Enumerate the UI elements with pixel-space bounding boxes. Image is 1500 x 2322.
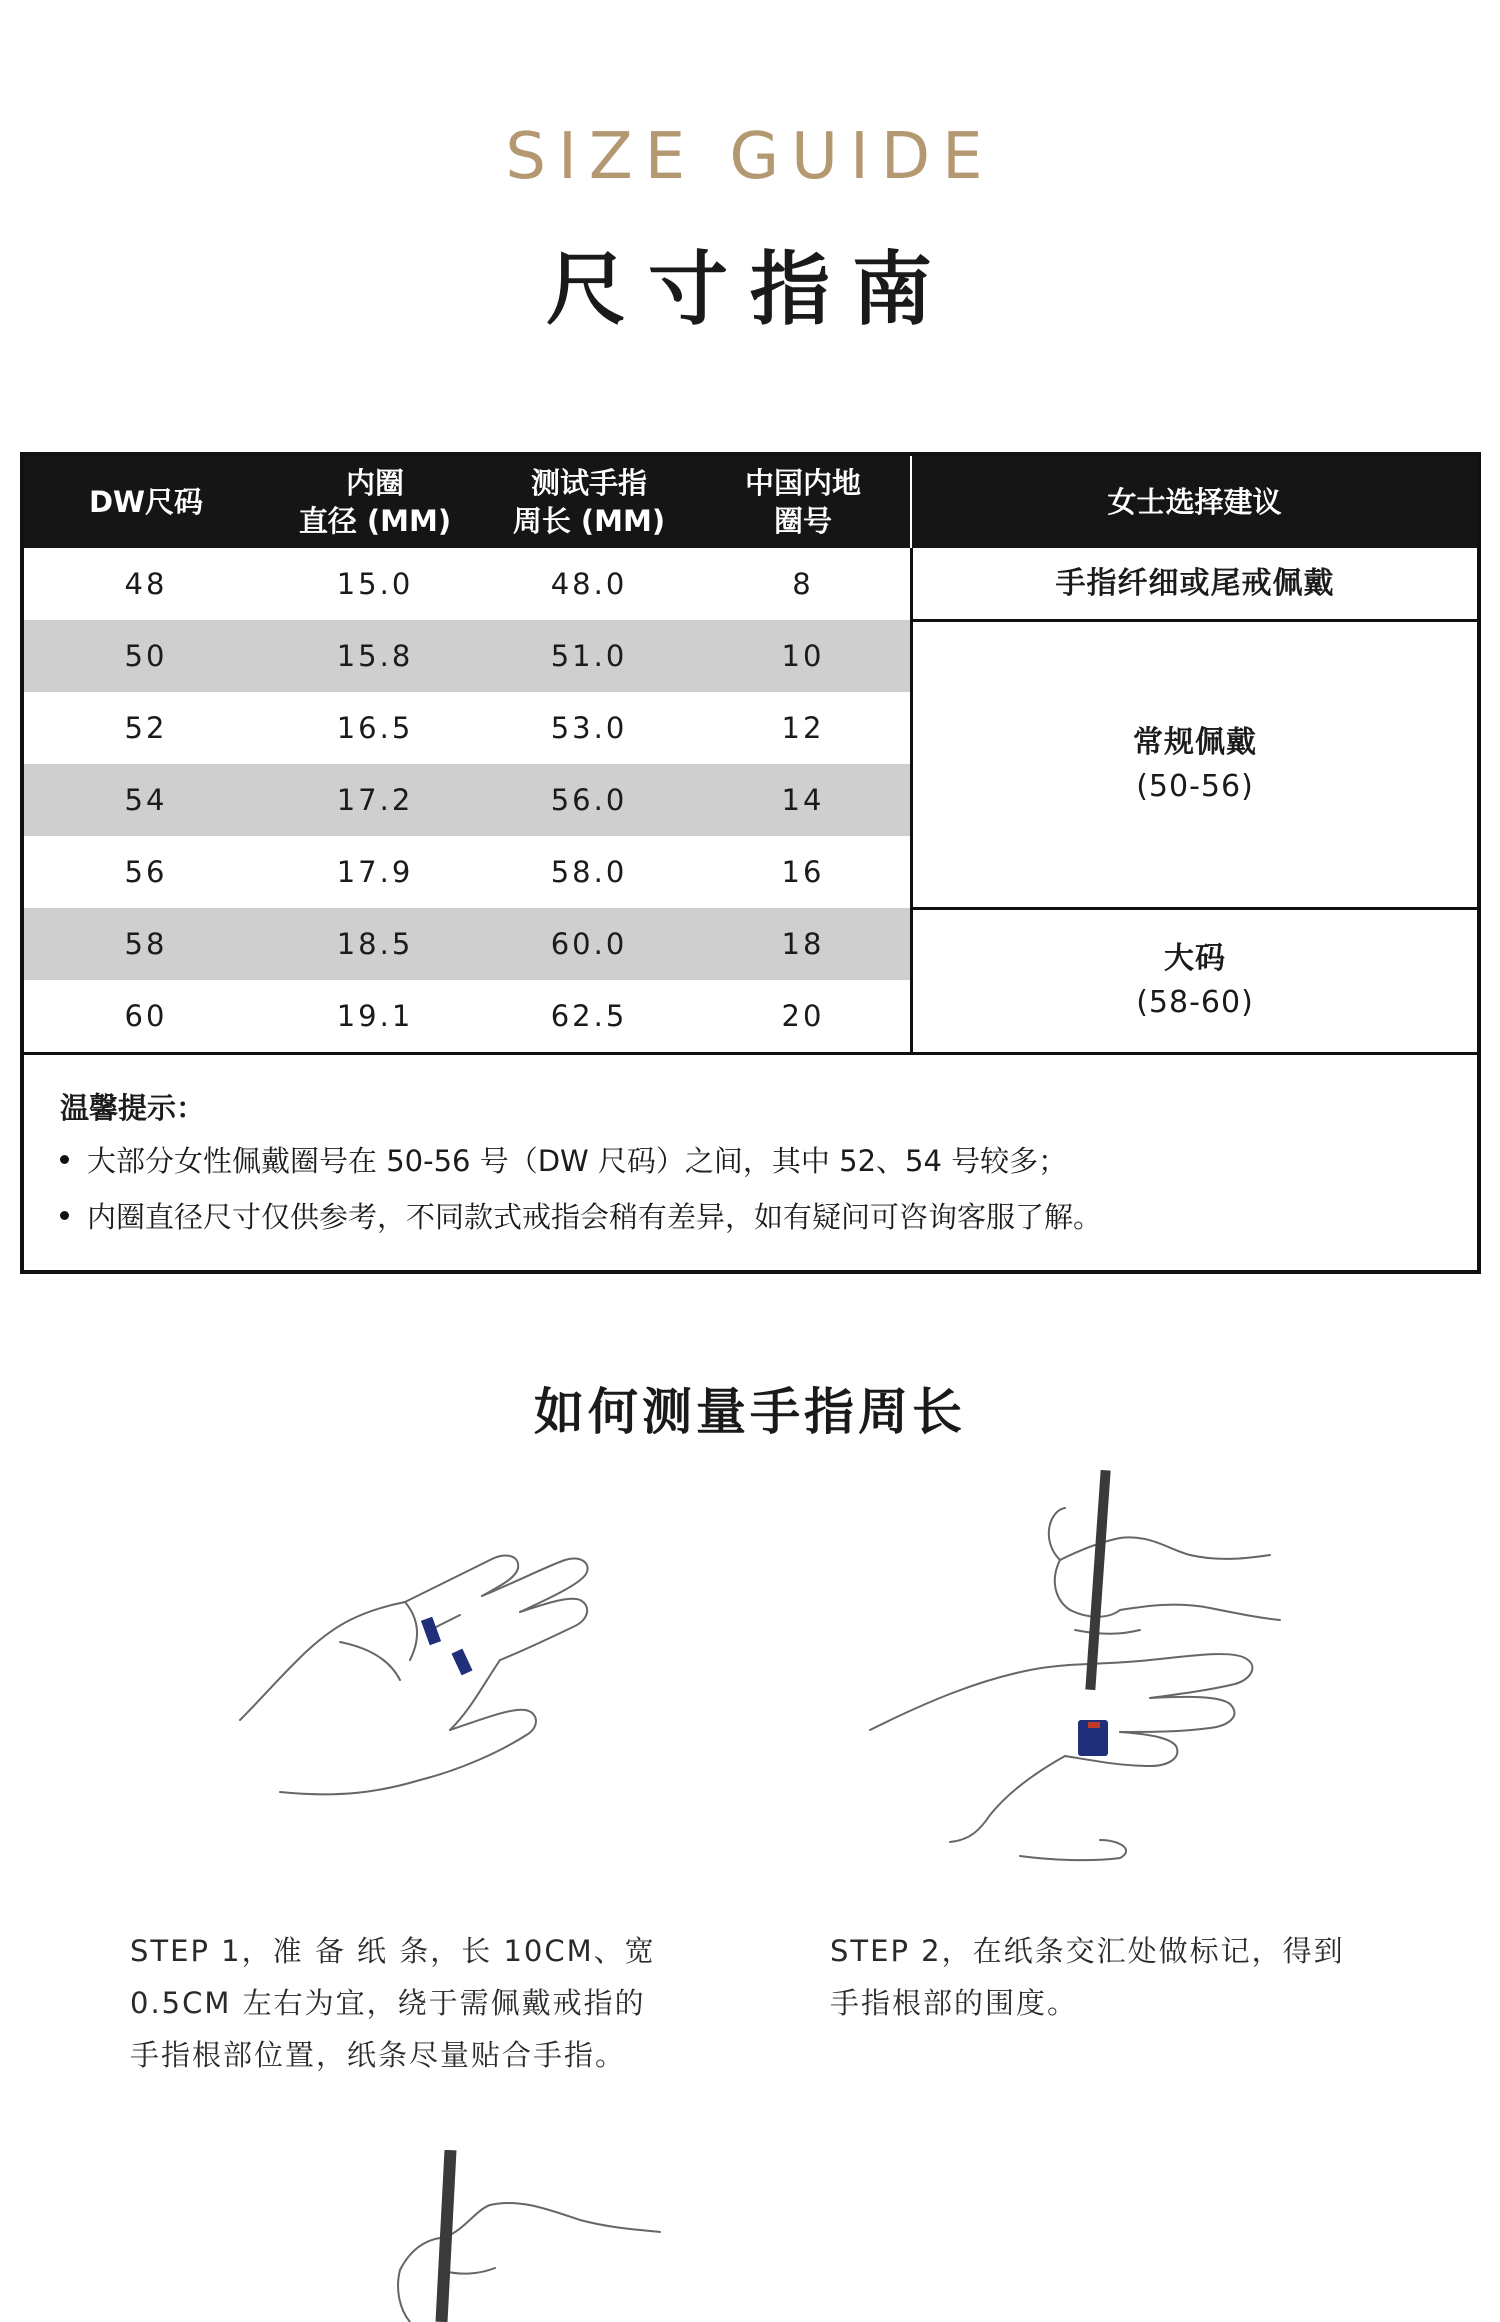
cell-diameter: 15.8 bbox=[336, 639, 414, 673]
table-row bbox=[24, 692, 910, 764]
paper-strip-icon bbox=[451, 1649, 472, 1676]
cell-cn: 8 bbox=[792, 567, 814, 601]
step-1-text: STEP 1，准 备 纸 条，长 10CM、宽 0.5CM 左右为宜，绕于需佩戴戒指的 手指根部位置，纸条尽量贴合手指。 bbox=[130, 1934, 656, 2072]
title-en: SIZE GUIDE bbox=[505, 120, 995, 194]
cell-cn: 10 bbox=[781, 639, 825, 673]
cell-cn: 20 bbox=[781, 999, 825, 1033]
tips-title: 温馨提示： bbox=[60, 1091, 206, 1125]
pen-icon bbox=[436, 2150, 457, 2322]
mark-icon bbox=[1088, 1722, 1100, 1728]
table-row bbox=[24, 908, 910, 980]
cell-diameter: 17.2 bbox=[336, 783, 414, 817]
header-cn-size: 中国内地 圈号 bbox=[744, 466, 861, 538]
cell-diameter: 17.9 bbox=[336, 855, 414, 889]
cell-diameter: 18.5 bbox=[336, 927, 414, 961]
cell-cn: 12 bbox=[781, 711, 825, 745]
header-circumference: 测试手指 周长 (MM) bbox=[512, 466, 666, 538]
cell-circumference: 48.0 bbox=[550, 567, 628, 601]
recommendation-large: 大码 (58-60) bbox=[1136, 941, 1254, 1020]
cell-dw: 52 bbox=[124, 711, 168, 745]
table-row bbox=[24, 620, 910, 692]
size-table bbox=[20, 452, 1481, 1274]
bullet-icon bbox=[60, 1211, 69, 1220]
table-row bbox=[24, 548, 910, 620]
table-header bbox=[24, 456, 1477, 548]
hand-wrap-strip-illustration bbox=[220, 1530, 640, 1840]
cell-dw: 48 bbox=[124, 567, 168, 601]
pen-icon bbox=[1085, 1470, 1110, 1690]
tip-item: 大部分女性佩戴圈号在 50-56 号（DW 尺码）之间，其中 52、54 号较多； bbox=[60, 1139, 1067, 1180]
cell-dw: 56 bbox=[124, 855, 168, 889]
cell-dw: 54 bbox=[124, 783, 168, 817]
table-row bbox=[24, 836, 910, 908]
cell-circumference: 58.0 bbox=[550, 855, 628, 889]
cell-diameter: 16.5 bbox=[336, 711, 414, 745]
step-2-text: STEP 2，在纸条交汇处做标记，得到 手指根部的围度。 bbox=[830, 1934, 1345, 2020]
paper-strip-icon bbox=[421, 1617, 441, 1646]
tip-item: 内圈直径尺寸仅供参考，不同款式戒指会稍有差异，如有疑问可咨询客服了解。 bbox=[60, 1195, 1102, 1236]
cell-dw: 50 bbox=[124, 639, 168, 673]
cell-diameter: 19.1 bbox=[336, 999, 414, 1033]
pen-hand-illustration bbox=[380, 2150, 680, 2322]
cell-cn: 14 bbox=[781, 783, 825, 817]
recommendation-regular: 常规佩戴 (50-56) bbox=[1133, 724, 1257, 804]
table-bottom-line bbox=[24, 1052, 1477, 1055]
cell-circumference: 51.0 bbox=[550, 639, 628, 673]
cell-circumference: 60.0 bbox=[550, 927, 628, 961]
table-row bbox=[24, 764, 910, 836]
bullet-icon bbox=[60, 1155, 69, 1164]
measure-title: 如何测量手指周长 bbox=[534, 1383, 966, 1441]
pen-mark-illustration bbox=[850, 1470, 1340, 1870]
cell-dw: 60 bbox=[124, 999, 168, 1033]
cell-cn: 18 bbox=[781, 927, 825, 961]
cell-circumference: 62.5 bbox=[550, 999, 628, 1033]
cell-circumference: 56.0 bbox=[550, 783, 628, 817]
header-inner-diameter: 内圈 直径 (MM) bbox=[298, 466, 452, 538]
cell-diameter: 15.0 bbox=[336, 567, 414, 601]
header-recommendation: 女士选择建议 bbox=[1107, 485, 1282, 519]
header-dw-size: DW尺码 bbox=[88, 485, 204, 519]
cell-circumference: 53.0 bbox=[550, 711, 628, 745]
cell-cn: 16 bbox=[781, 855, 825, 889]
title-zh: 尺寸指南 bbox=[546, 243, 954, 336]
table-row bbox=[24, 980, 910, 1052]
recommendation-slim: 手指纤细或尾戒佩戴 bbox=[1055, 565, 1335, 601]
cell-dw: 58 bbox=[124, 927, 168, 961]
